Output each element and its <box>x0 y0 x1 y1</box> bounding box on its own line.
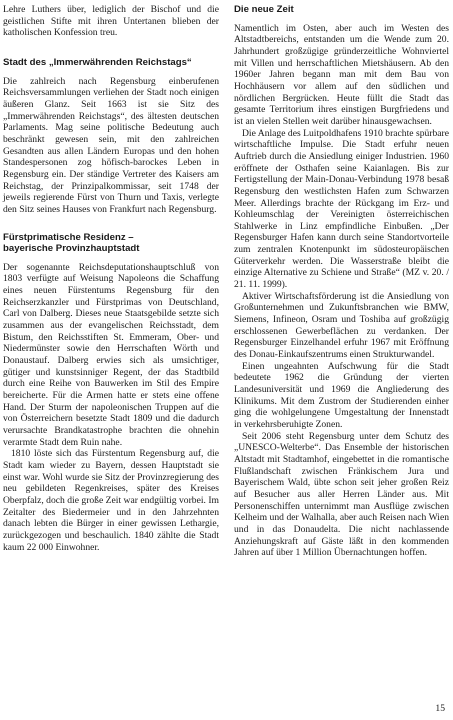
neue-zeit-paragraph-5: Seit 2006 steht Regensburg unter dem Schutz des „UNESCO-Welterbe“. Das Ensemble der historischen Altstadt mit Stadtamhof, eingebettet in die romantische Flußlandschaft zwischen Fränkischem Jura und Bayerischem Wald, übte schon seit jeher großen Reiz auf Besucher aus aller Herren Länder aus. Mit Personenschiffen unternimmt man Ausflüge zwischen Kelheim und der Walhalla, aber auch Reisen nach Wien und in das Donaudelta. Die nicht nachlassende Anziehungskraft auf Gäste läßt in den kommenden Jahren auf über 1 Million Übernachtungen hoffen. <box>234 430 449 559</box>
neue-zeit-paragraph-1: Namentlich im Osten, aber auch im Westen des Altstadtbereichs, entstanden um die Wende zum 20. Jahrhundert großzügige gründerzeitliche Wohnviertel mit Villen und herrschaftlichen Mietshäusern. Ab den 1960er Jahren begann man mit dem Bau von Hochhäusern vor allem auf den südlichen und nördlichen Bergrücken. Heute füllt die Stadt das gesamte Territorium ihres einstigen Burgfriedens und ist an vielen Stellen weit darüber hinausgewachsen. <box>234 22 449 127</box>
section-spacer <box>3 216 219 232</box>
neue-zeit-paragraph-3: Aktiver Wirtschaftsförderung ist die Ansiedlung von Großunternehmen und Zukunftsbranchen wie BMW, Siemens, Infineon, Osram und Toshiba auf großzügig erschlossenen Gewerbeflächen zu verdanken. Der Regensburger Einzelhandel erfuhr 1967 mit Eröffnung des Donau-Einkaufszentrums einen Strukturwandel. <box>234 290 449 361</box>
neue-zeit-paragraph-4: Einen ungeahnten Aufschwung für die Stadt bedeutete 1962 die Gründung der vierten Landesuniversität und 1969 die Angliederung des Klinikums. Mit dem Zustrom der Studierenden einher ging die wohlgelungene Umgestaltung der Innenstadt in verkehrsberuhigte Zonen. <box>234 360 449 430</box>
heading-spacer <box>234 16 449 23</box>
residenz-paragraph-1: Der sogenannte Reichsdeputationshauptschluß von 1803 verfügte auf Weisung Napoleons die Schaffung eines neuen Fürstentums Regensburg für den Reichserzkanzler und Fürstprimas von Deutschland, Carl von Dalberg. Dieses neue Staatsgebilde setzte sich zusammen aus der evangelischen Reichsstadt, dem Bistum, den Reichsstiften St. Emmeram, Ober- und Niedermünster sowie den Herrschaften Wörth und Donaustauf. Dalberg erwies sich als umsichtiger, gütiger und kunstsinniger Regent, der das Stadtbild durch eine Reihe von Bauwerken im Stil des Empire bereicherte. Für die Armen hatte er stets eine offene Hand. Der Sturm der napoleonischen Truppen auf die von Österreichern besetzte Stadt 1809 und die dadurch verursachte Brandkatastrophe brachten die ohnehin verarmte Stadt dem Ruin nahe. <box>3 261 219 448</box>
section-spacer <box>3 39 219 57</box>
right-column <box>234 4 449 559</box>
heading-spacer <box>3 69 219 76</box>
residenz-paragraph-2: 1810 löste sich das Fürstentum Regensburg auf, die Stadt kam wieder zu Bayern, dessen Hauptstadt sie einst war. Wohl wurde sie Sitz der Provinzregierung des neu gebildeten Regenkreises, später des Kreises Oberpfalz, doch die große Zeit war endgültig vorbei. Im Zeitalter des Biedermeier und in den Jahrzehnten danach lebten die Bürger in einer gewissen Lethargie, zurückgezogen und beschaulich. 1840 zählte die Stadt kaum 22 000 Einwohner. <box>3 448 219 553</box>
section-heading-residenz <box>3 232 219 255</box>
section-heading-reichstag: Stadt des „Immerwährenden Reichstags“ <box>3 56 192 68</box>
section-heading-residenz-line2: bayerische Provinzhauptstadt <box>3 243 140 255</box>
left-column <box>3 4 219 553</box>
section-heading-neue-zeit: Die neue Zeit <box>234 4 294 15</box>
page-number: 15 <box>435 703 445 714</box>
heading-spacer <box>3 255 219 262</box>
reichstag-paragraph: Die zahlreich nach Regensburg einberufenen Reichsversammlungen verliehen der Stadt noch einigen äußeren Glanz. Seit 1663 ist sie Sitz des „Immerwährenden Reichstags“, des ältesten deutschen Parlaments. Mag seine politische Bedeutung auch beschränkt gewesen sein, mit den zahlreichen Gesandten aus allen Ländern Europas und den hohen Standespersonen zog höfisch-barockes Leben in Regensburg ein. Der ständige Vertreter des Kaisers am Reichstag, der Prinzipalkommissar, seit 1748 der jeweils regierende Fürst von Thurn und Taxis, verlegte den Sitz seines Hauses von Frankfurt nach Regensburg. <box>3 75 219 215</box>
intro-paragraph: Lehre Luthers über, lediglich der Bischof und die geistlichen Stifte mit ihren Untertanen blieben der katholischen Konfession treu. <box>3 4 219 39</box>
section-heading-residenz-line1: Fürstprimatische Residenz – <box>3 231 134 243</box>
neue-zeit-paragraph-2: Die Anlage des Luitpoldhafens 1910 brachte spürbare wirtschaftliche Impulse. Die Stadt erfuhr neuen Auftrieb durch die Ansiedlung einiger Industrien. 1960 eröffnete der Osthafen seine Kaianlagen. Bis zur Fertigstellung der Main-Donau-Verbindung 1978 besaß Regensburg den westlichsten Hafen zum Schwarzen Meer. Allerdings brachte der Rückgang im Erz- und Kohleumschlag der Vereinigten österreichischen Stahlwerke in Linz empfindliche Einbußen. „Der Regensburger Hafen kann durch seine Standortvorteile zum zentralen Knotenpunkt im südosteuropäischen Güterverkehr werden. Die Wasserstraße bleibt die einzige Alternative zu Schiene und Straße“ (MZ v. 20. / 21. 11. 1999). <box>234 127 449 291</box>
